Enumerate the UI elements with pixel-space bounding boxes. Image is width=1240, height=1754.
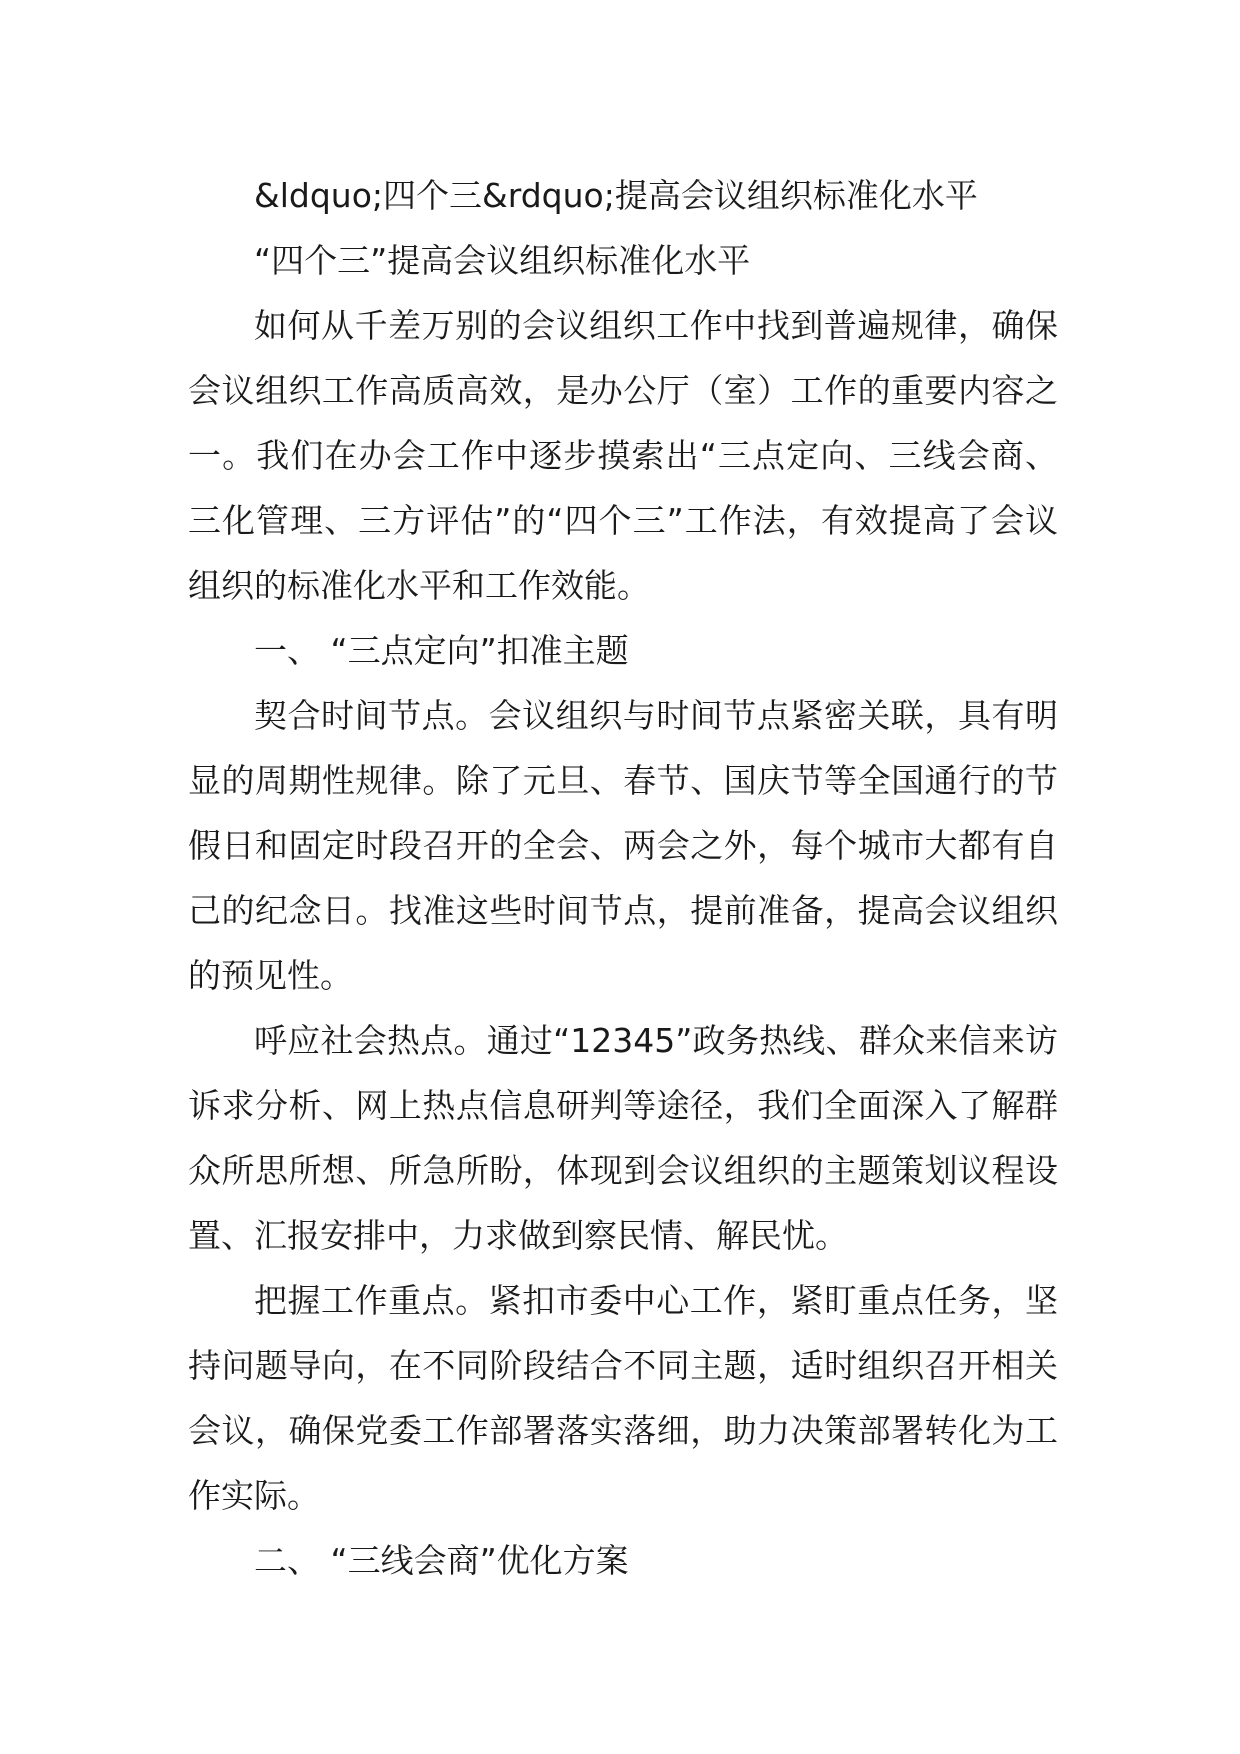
- section1-paragraph-work-focus: 把握工作重点。紧扣市委中心工作，紧盯重点任务，坚持问题导向，在不同阶段结合不同主题，适时组织召开相关会议，确保党委工作部署落实落细，助力决策部署转化为工作实际。: [188, 1281, 1058, 1515]
- raw-title-line: &ldquo;四个三&rdquo;提高会议组织标准化水平: [254, 176, 978, 215]
- document-body: [188, 163, 1058, 1593]
- section-heading-1: 一、 “三点定向”扣准主题: [254, 631, 629, 670]
- section1-paragraph-time-nodes: 契合时间节点。会议组织与时间节点紧密关联，具有明显的周期性规律。除了元旦、春节、国庆节等全国通行的节假日和固定时段召开的全会、两会之外，每个城市大都有自己的纪念日。找准这些时间节点，提前准备，提高会议组织的预见性。: [188, 696, 1058, 995]
- section-heading-2: 二、 “三线会商”优化方案: [254, 1541, 629, 1580]
- section1-paragraph-social-hotspots: 呼应社会热点。通过“12345”政务热线、群众来信来访诉求分析、网上热点信息研判等途径，我们全面深入了解群众所思所想、所急所盼，体现到会议组织的主题策划议程设置、汇报安排中，力求做到察民情、解民忧。: [188, 1021, 1058, 1255]
- intro-paragraph: 如何从千差万别的会议组织工作中找到普遍规律，确保会议组织工作高质高效，是办公厅（室）工作的重要内容之一。我们在办会工作中逐步摸索出“三点定向、三线会商、三化管理、三方评估”的“四个三”工作法，有效提高了会议组织的标准化水平和工作效能。: [188, 306, 1058, 605]
- document-title: “四个三”提高会议组织标准化水平: [254, 241, 751, 280]
